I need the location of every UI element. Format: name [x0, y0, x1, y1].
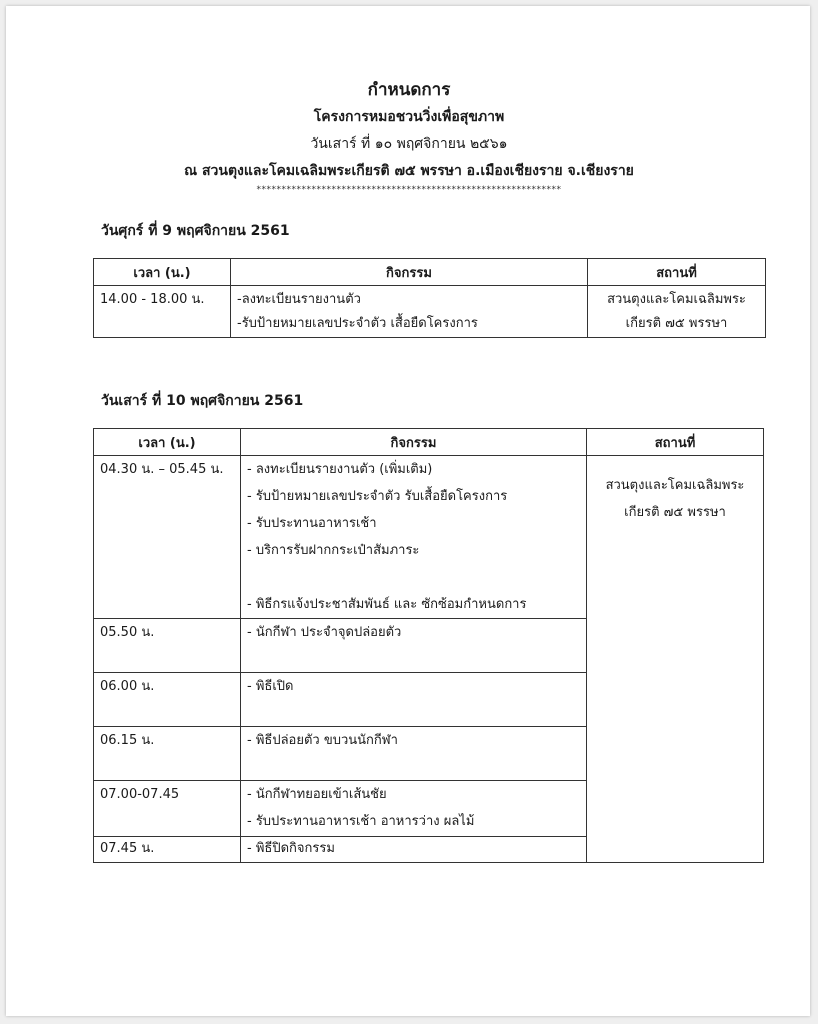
place-cell: สวนตุงและโคมเฉลิมพระ เกียรติ ๗๕ พรรษา — [587, 456, 764, 863]
activity-cell: - นักกีฬาทยอยเข้าเส้นชัย - รับประทานอาหารเช้า อาหารว่าง ผลไม้ — [241, 781, 587, 837]
column-header-time: เวลา (น.) — [94, 429, 241, 456]
column-header-place: สถานที่ — [588, 259, 766, 286]
divider-line: ************************************************************* — [256, 185, 562, 195]
day1-schedule-table — [93, 258, 766, 338]
table-header-row — [94, 259, 766, 286]
table-row — [94, 286, 766, 338]
time-cell: 14.00 - 18.00 น. — [94, 286, 231, 338]
activity-cell: - พิธีปิดกิจกรรม — [241, 837, 587, 863]
day2-heading: วันเสาร์ ที่ 10 พฤศจิกายน 2561 — [101, 393, 304, 409]
activity-cell: - พิธีปล่อยตัว ขบวนนักกีฬา — [241, 727, 587, 781]
event-venue: ณ สวนตุงและโคมเฉลิมพระเกียรติ ๗๕ พรรษา อ.เมืองเชียงราย จ.เชียงราย — [184, 163, 634, 179]
event-date: วันเสาร์ ที่ ๑๐ พฤศจิกายน ๒๕๖๑ — [310, 136, 508, 152]
column-header-activity: กิจกรรม — [241, 429, 587, 456]
document-title: กำหนดการ — [367, 80, 451, 100]
activity-cell: - ลงทะเบียนรายงานตัว (เพิ่มเติม) - รับป้ายหมายเลขประจำตัว รับเสื้อยืดโครงการ - รับประทานอาหารเช้า - บริการรับฝากกระเป๋าสัมภาระ - พิธีกรแจ้งประชาสัมพันธ์ และ ซักซ้อมกำหนดการ — [241, 456, 587, 619]
time-cell: 07.45 น. — [94, 837, 241, 863]
activity-cell: -ลงทะเบียนรายงานตัว -รับป้ายหมายเลขประจำตัว เสื้อยืดโครงการ — [231, 286, 588, 338]
column-header-place: สถานที่ — [587, 429, 764, 456]
column-header-time: เวลา (น.) — [94, 259, 231, 286]
time-cell: 04.30 น. – 05.45 น. — [94, 456, 241, 619]
table-row — [94, 456, 764, 619]
activity-cell: - พิธีเปิด — [241, 673, 587, 727]
project-name: โครงการหมอชวนวิ่งเพื่อสุขภาพ — [313, 109, 505, 125]
time-cell: 07.00-07.45 — [94, 781, 241, 837]
column-header-activity: กิจกรรม — [231, 259, 588, 286]
table-header-row — [94, 429, 764, 456]
place-cell: สวนตุงและโคมเฉลิมพระ เกียรติ ๗๕ พรรษา — [588, 286, 766, 338]
day2-schedule-table — [93, 428, 764, 863]
activity-cell: - นักกีฬา ประจำจุดปล่อยตัว — [241, 619, 587, 673]
time-cell: 05.50 น. — [94, 619, 241, 673]
time-cell: 06.00 น. — [94, 673, 241, 727]
time-cell: 06.15 น. — [94, 727, 241, 781]
day1-heading: วันศุกร์ ที่ 9 พฤศจิกายน 2561 — [101, 223, 290, 239]
